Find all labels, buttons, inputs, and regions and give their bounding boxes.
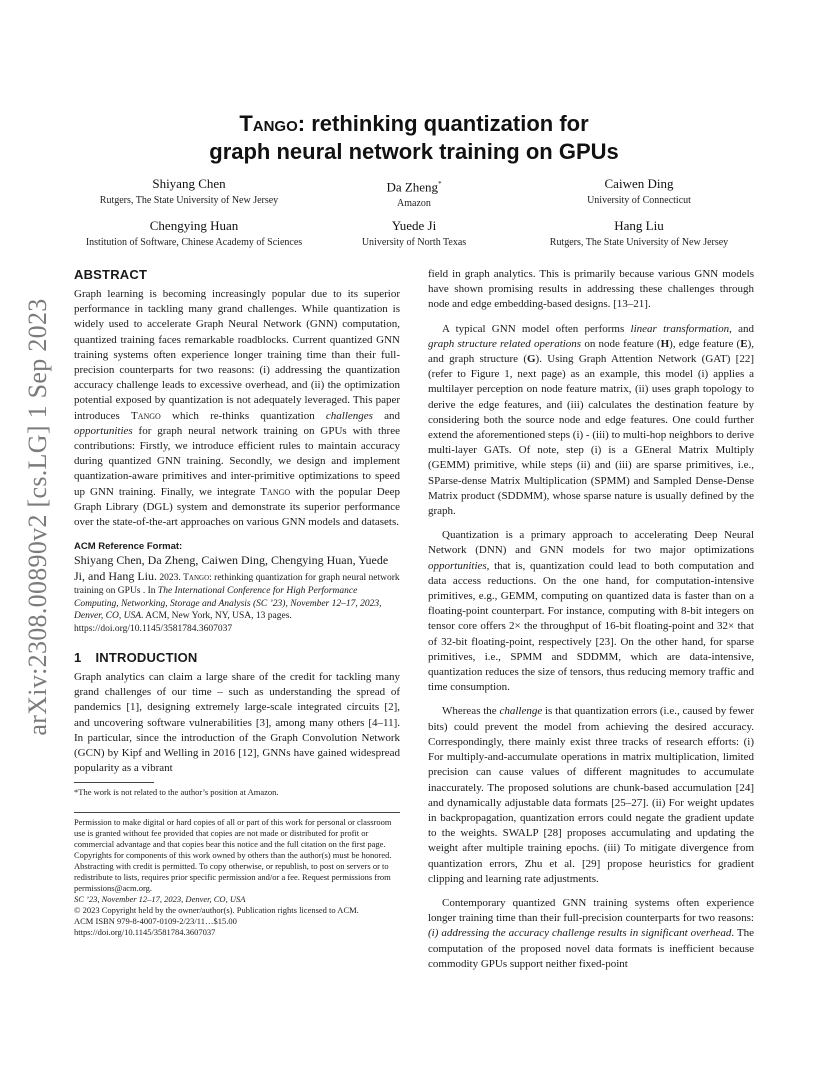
author-name: Da Zheng (386, 179, 439, 195)
author-6 (524, 218, 754, 249)
permission-text: Permission to make digital or hard copies of all or part of this work for personal or classroom use is granted without fee provided that copies are not made or distributed for profit or commercial advantage and that copies bear this notice and the full citation on the first page. Copyrights for components of this work owned by others than the author(s) must be honored. Abstracting with credit is permitted. To copy otherwise, or republish, to post on servers or to redistribute to lists, requires prior specific permission and/or a fee. Request permissions from permissions@acm.org. (74, 817, 392, 894)
acm-reference-text: Shiyang Chen, Da Zheng, Caiwen Ding, Chengying Huan, Yuede Ji, and Hang Liu. 2023. Tango: rethinking quantization for graph neural network training on GPUs . In The International Conference for High Performance Computing, Networking, Storage and Analysis (SC ’23), November 12–17, 2023, Denver, CO, USA. ACM, New York, NY, USA, 13 pages. https://doi.org/10.1145/3581784.3607037 (74, 553, 400, 635)
introduction-heading (74, 650, 400, 666)
section-title: INTRODUCTION (95, 650, 198, 666)
author-2 (299, 176, 529, 210)
author-3 (524, 176, 754, 207)
permission-notice (74, 817, 400, 938)
author-4 (79, 218, 309, 249)
left-column (74, 267, 400, 938)
title-tango: Tango (239, 111, 298, 136)
permission-copyright: © 2023 Copyright held by the owner/author(s). Publication rights licensed to ACM. (74, 905, 359, 916)
intro-paragraph-4: Whereas the challenge is that quantization errors (i.e., caused by fewer bits) could prevent the model from achieving the desired accuracy. Correspondingly, there mainly exist three tracks of research efforts: (i) For multiply-and-accumulate operations in matrix multiplication, limited precision can cause values of different magnitudes to accumulate inaccurately. The proposed solutions are chunk-based accumulation [24] and dynamically adjustable data formats [25–27]. (ii) For weight updates in backpropagation, quantization errors could negate the gradient update to the weights. SWALP [28] proposes accumulating and updating the weight after multiple training epochs. (iii) To mitigate divergence from quantization errors, Zhu et al. [29] propose heuristics for gradient clipping and learning rate adjustments. (428, 705, 755, 885)
author-affiliation: University of North Texas (361, 237, 467, 248)
author-footnote: *The work is not related to the author’s position at Amazon. (74, 787, 279, 798)
paper-title (74, 110, 754, 166)
author-1 (74, 176, 304, 207)
author-affiliation: University of Connecticut (587, 195, 691, 206)
author-name: Chengying Huan (149, 218, 239, 233)
title-line-1 (74, 110, 754, 138)
author-5 (299, 218, 529, 249)
acm-reference-heading: ACM Reference Format: (74, 541, 183, 553)
author-name: Hang Liu (614, 218, 664, 233)
permission-venue: SC ’23, November 12–17, 2023, Denver, CO, USA (74, 894, 246, 905)
intro-paragraph-2: A typical GNN model often performs linear transformation, and graph structure related operations on node feature (H), edge feature (E), and graph structure (G). Using Graph Attention Network (GAT) [22] (refer to Figure 1, next page) as an example, this model (i) applies a multilayer perception on node feature matrix, (ii) uses graph topology to derive the edge features, and (iii) calculates the destination feature by considering both the source node and edge features. One could further extend the aforementioned steps (i) - (iii) to multi-hop neighbors to derive multi-layer GATs. Of note, step (i) is a GEneral Matrix Multiply (GEMM) primitive, while steps (ii) and (iii) are sparse primitives, i.e., SParse-dense Matrix Multiplication (SPMM) and Sampled Dense-Dense Matrix product (SDDMM), whose sparse nature is usually defined by the graph. (428, 322, 755, 518)
intro-paragraph-3: Quantization is a primary approach to accelerating Deep Neural Network (DNN) and GNN models for two major optimizations opportunities, that is, quantization could lead to both computation and data access reductions. On the one hand, for computation-intensive primitives, e.g., GEMM, computing on quantized data is faster than on a floating-point counterpart. For instance, computing with 8-bit integers on tensor core offers 2× the throughput of 16-bit floating-point and 32× that of 32-bit floating-point, respectively [23]. On the other hand, for sparse primitives, i.e., SPMM and SDDMM, which are data-intensive, quantization reduces the size of tensors, thus reducing memory traffic and time consumption. (428, 529, 754, 694)
permission-rule (74, 812, 400, 813)
author-affiliation: Rutgers, The State University of New Jersey (99, 195, 279, 206)
arxiv-identifier-text: arXiv:2308.00890v2 [cs.LG] 1 Sep 2023 (23, 298, 52, 736)
arxiv-identifier (18, 292, 58, 742)
abstract-heading: ABSTRACT (74, 267, 148, 282)
author-affiliation: Amazon (397, 198, 431, 210)
author-footnote-mark: * (438, 180, 442, 188)
section-number: 1 (74, 650, 82, 666)
permission-doi[interactable]: https://doi.org/10.1145/3581784.3607037 (74, 927, 216, 938)
introduction-text: Graph analytics can claim a large share of the credit for tackling many grand challenges of our time – such as understanding the spread of pandemics [1], designing extremely large-scale integrated circuits [2], and uncovering software vulnerabilities [3], among many others [4–11]. In particular, since the introduction of the Graph Convolution Network (GCN) by Kipf and Welling in 2016 [12], GNNs have gained widespread popularity as a vibrant (74, 671, 400, 775)
title-line-1-rest: : rethinking quantization for (297, 111, 589, 136)
abstract-text: Graph learning is becoming increasingly popular due to its superior performance in tackling many grand challenges. While quantization is widely used to accelerate Graph Neural Network (GNN) computation, quantized training faces remarkable roadblocks. Current quantized GNN training systems often experience longer training time than their full-precision counterparts for two reasons: (i) addressing the quantization accuracy challenge leads to excessive overhead, and (ii) the optimization potential exposed by quantization is not adequately leveraged. This paper introduces Tango which re-thinks quantization challenges and opportunities for graph neural network training on GPUs with three contributions: Firstly, we introduce efficient rules to maintain accuracy during quantized GNN training. Secondly, we design and implement quantization-aware primitives and inter-primitive optimizations to speed up GNN training. Finally, we integrate Tango with the popular Deep Graph Library (DGL) system and demonstrate its superior performance over the state-of-the-art approaches on various GNN models and datasets. (74, 288, 400, 529)
permission-isbn: ACM ISBN 979-8-4007-0109-2/23/11…$15.00 (74, 916, 237, 927)
right-column (428, 267, 754, 972)
footnote-rule (74, 782, 154, 783)
title-line-2: graph neural network training on GPUs (209, 139, 619, 164)
author-affiliation: Institution of Software, Chinese Academy of Sciences (85, 237, 303, 248)
author-name: Shiyang Chen (152, 176, 226, 191)
intro-paragraph-5: Contemporary quantized GNN training systems often experience longer training time than their full-precision counterparts for two reasons: (i) addressing the accuracy challenge results in significant overhead. The computation of the proposed novel data formats is inefficient because commodity GPUs support neither fixed-point (428, 896, 755, 970)
author-affiliation: Rutgers, The State University of New Jersey (549, 237, 729, 248)
author-name: Yuede Ji (391, 218, 437, 233)
author-name: Caiwen Ding (604, 176, 674, 191)
intro-paragraph-1-cont: field in graph analytics. This is primarily because various GNN models have shown promising results in addressing these challenges through node and edge embedding-based designs. [13–21]. (428, 268, 754, 311)
